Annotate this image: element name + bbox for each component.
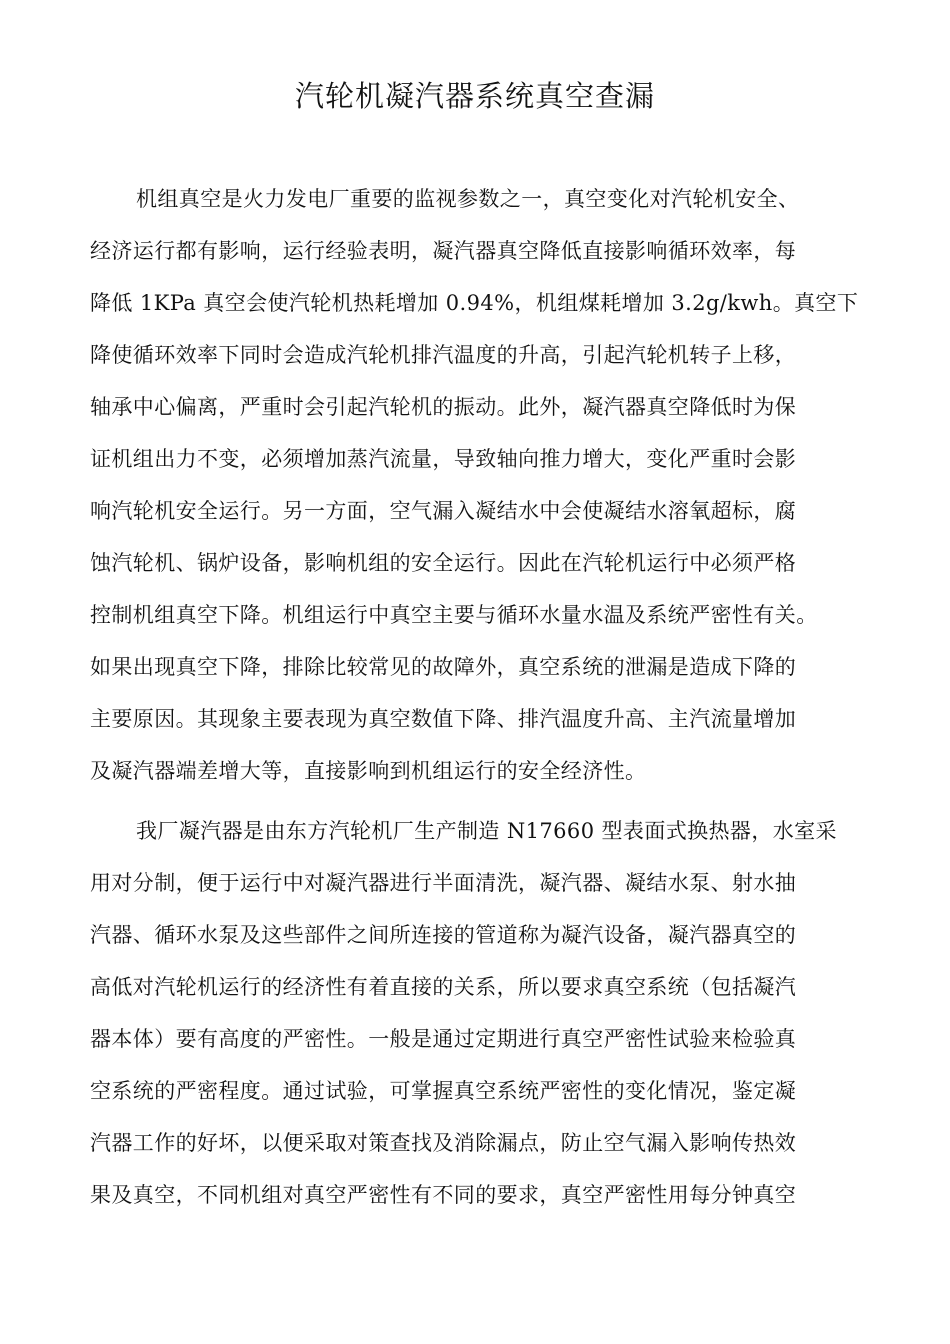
paragraph-line: 如果出现真空下降，排除比较常见的故障外，真空系统的泄漏是造成下降的 [90, 655, 797, 679]
paragraph-line: 经济运行都有影响，运行经验表明，凝汽器真空降低直接影响循环效率，每 [90, 239, 797, 263]
paragraph-1 [90, 173, 890, 797]
document-title: 汽轮机凝汽器系统真空查漏 [294, 79, 655, 113]
paragraph-line: 我厂凝汽器是由东方汽轮机厂生产制造 N17660 型表面式换热器，水室采 [136, 819, 837, 843]
paragraph-line: 响汽轮机安全运行。另一方面，空气漏入凝结水中会使凝结水溶氧超标，腐 [90, 499, 797, 523]
paragraph-line: 证机组出力不变，必须增加蒸汽流量，导致轴向推力增大，变化严重时会影 [90, 447, 797, 471]
paragraph-line: 降使循环效率下同时会造成汽轮机排汽温度的升高，引起汽轮机转子上移， [90, 343, 797, 367]
paragraph-line: 果及真空，不同机组对真空严密性有不同的要求，真空严密性用每分钟真空 [90, 1183, 797, 1207]
paragraph-line: 高低对汽轮机运行的经济性有着直接的关系，所以要求真空系统（包括凝汽 [90, 975, 797, 999]
paragraph-line: 轴承中心偏离，严重时会引起汽轮机的振动。此外，凝汽器真空降低时为保 [90, 395, 797, 419]
paragraph-line: 及凝汽器端差增大等，直接影响到机组运行的安全经济性。 [90, 759, 647, 783]
paragraph-line: 降低 1KPa 真空会使汽轮机热耗增加 0.94%，机组煤耗增加 3.2g/kwh。真空下 [90, 291, 859, 315]
paragraph-2 [90, 805, 890, 1221]
paragraph-line: 汽器、循环水泵及这些部件之间所连接的管道称为凝汽设备，凝汽器真空的 [90, 923, 797, 947]
paragraph-line: 汽器工作的好坏，以便采取对策查找及消除漏点，防止空气漏入影响传热效 [90, 1131, 797, 1155]
paragraph-line: 机组真空是火力发电厂重要的监视参数之一，真空变化对汽轮机安全、 [136, 187, 800, 211]
paragraph-line: 控制机组真空下降。机组运行中真空主要与循环水量水温及系统严密性有关。 [90, 603, 818, 627]
paragraph-line: 蚀汽轮机、锅炉设备，影响机组的安全运行。因此在汽轮机运行中必须严格 [90, 551, 797, 575]
paragraph-line: 用对分制，便于运行中对凝汽器进行半面清洗，凝汽器、凝结水泵、射水抽 [90, 871, 797, 895]
paragraph-line: 空系统的严密程度。通过试验，可掌握真空系统严密性的变化情况，鉴定凝 [90, 1079, 797, 1103]
paragraph-line: 主要原因。其现象主要表现为真空数值下降、排汽温度升高、主汽流量增加 [90, 707, 797, 731]
paragraph-line: 器本体）要有高度的严密性。一般是通过定期进行真空严密性试验来检验真 [90, 1027, 797, 1051]
